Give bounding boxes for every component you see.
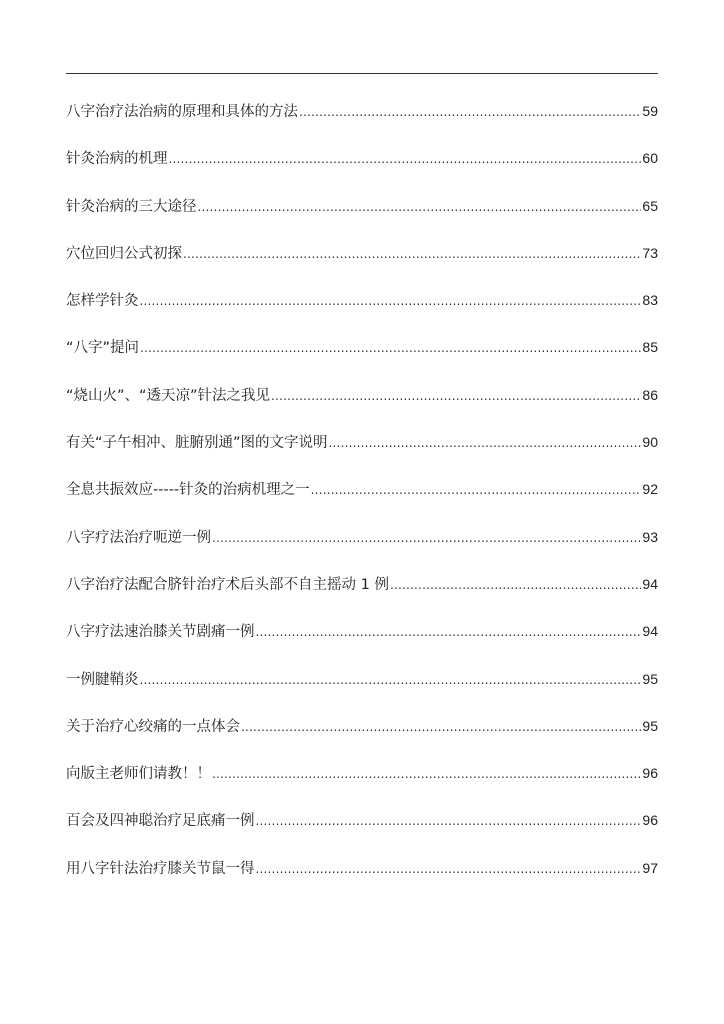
dot-leader — [256, 862, 642, 876]
toc-entry-page: 93 — [642, 528, 658, 545]
toc-entry-title: 一例腱鞘炎 — [66, 671, 139, 688]
toc-entry-page: 95 — [642, 717, 658, 734]
toc-entry-page: 96 — [642, 812, 658, 829]
dot-leader — [311, 483, 642, 497]
toc-entry-title: 全息共振效应-----针灸的治病机理之一 — [66, 482, 310, 499]
dot-leader — [390, 578, 641, 592]
toc-entry-title: 八字疗法治疗呃逆一例 — [66, 529, 211, 546]
toc-entry-title: “八字”提问 — [66, 340, 140, 357]
toc-entry-page: 90 — [642, 434, 658, 451]
dot-leader — [140, 341, 641, 355]
toc-entry[interactable] — [66, 100, 658, 147]
toc-entry-title: 针灸治病的三大途径 — [66, 198, 197, 215]
toc-entry-title: 关于治疗心绞痛的一点体会 — [66, 718, 240, 735]
toc-entry-page: 94 — [642, 575, 658, 592]
dot-leader — [256, 625, 642, 639]
toc-entry-page: 83 — [642, 292, 658, 309]
toc-entry[interactable] — [66, 526, 658, 573]
dot-leader — [140, 294, 642, 308]
toc-entry-page: 96 — [642, 765, 658, 782]
dot-leader — [241, 720, 641, 734]
toc-entry-title: 百会及四神聪治疗足底痛一例 — [66, 813, 255, 830]
toc-entry[interactable] — [66, 809, 658, 856]
dot-leader — [256, 814, 642, 828]
dot-leader — [299, 105, 641, 119]
toc-entry-page: 92 — [642, 481, 658, 498]
dot-leader — [329, 436, 642, 450]
toc-entry-page: 86 — [642, 386, 658, 403]
toc-entry-title: 穴位回归公式初探 — [66, 245, 182, 262]
dot-leader — [212, 767, 641, 781]
toc-entry[interactable] — [66, 478, 658, 525]
toc-entry[interactable] — [66, 336, 658, 383]
toc-entry-title: 八字治疗法治病的原理和具体的方法 — [66, 104, 298, 120]
dot-leader — [169, 152, 642, 166]
toc-entry-page: 60 — [642, 150, 658, 167]
toc-entry-title: 向版主老师们请教！！ — [66, 766, 211, 783]
toc-entry-page: 94 — [642, 623, 658, 640]
toc-entry-page: 85 — [642, 339, 658, 356]
toc-entry[interactable] — [66, 384, 658, 431]
toc-entry[interactable] — [66, 289, 658, 336]
toc-entry-page: 59 — [642, 103, 658, 119]
toc-entry[interactable] — [66, 431, 658, 478]
toc-entry-title: “烧山火”、“透天凉”针法之我见 — [66, 387, 271, 404]
dot-leader — [271, 389, 641, 403]
header-rule — [66, 73, 658, 74]
toc-entry-title: 怎样学针灸 — [66, 293, 139, 310]
toc-entry[interactable] — [66, 857, 658, 904]
dot-leader — [212, 531, 641, 545]
toc-entry[interactable] — [66, 242, 658, 289]
toc-entry-title: 用八字针法治疗膝关节鼠一得 — [66, 860, 255, 877]
toc-entry[interactable] — [66, 195, 658, 242]
toc-entry[interactable] — [66, 668, 658, 715]
toc-entry[interactable] — [66, 715, 658, 762]
toc-entry[interactable] — [66, 620, 658, 667]
toc-entry-page: 95 — [642, 670, 658, 687]
toc-entry-title: 八字治疗法配合脐针治疗术后头部不自主摇动 1 例 — [66, 576, 389, 593]
toc-entry-page: 97 — [642, 859, 658, 876]
toc-entry-title: 针灸治病的机理 — [66, 151, 168, 168]
toc-entry-page: 73 — [642, 244, 658, 261]
table-of-contents — [66, 100, 658, 904]
toc-entry-page: 65 — [642, 197, 658, 214]
dot-leader — [198, 200, 642, 214]
toc-entry[interactable] — [66, 762, 658, 809]
toc-entry[interactable] — [66, 147, 658, 194]
dot-leader — [140, 673, 642, 687]
toc-entry-title: 有关“子午相冲、脏腑别通”图的文字说明 — [66, 435, 328, 452]
toc-entry[interactable] — [66, 573, 658, 620]
toc-entry-title: 八字疗法速治膝关节剧痛一例 — [66, 624, 255, 641]
dot-leader — [183, 247, 641, 261]
